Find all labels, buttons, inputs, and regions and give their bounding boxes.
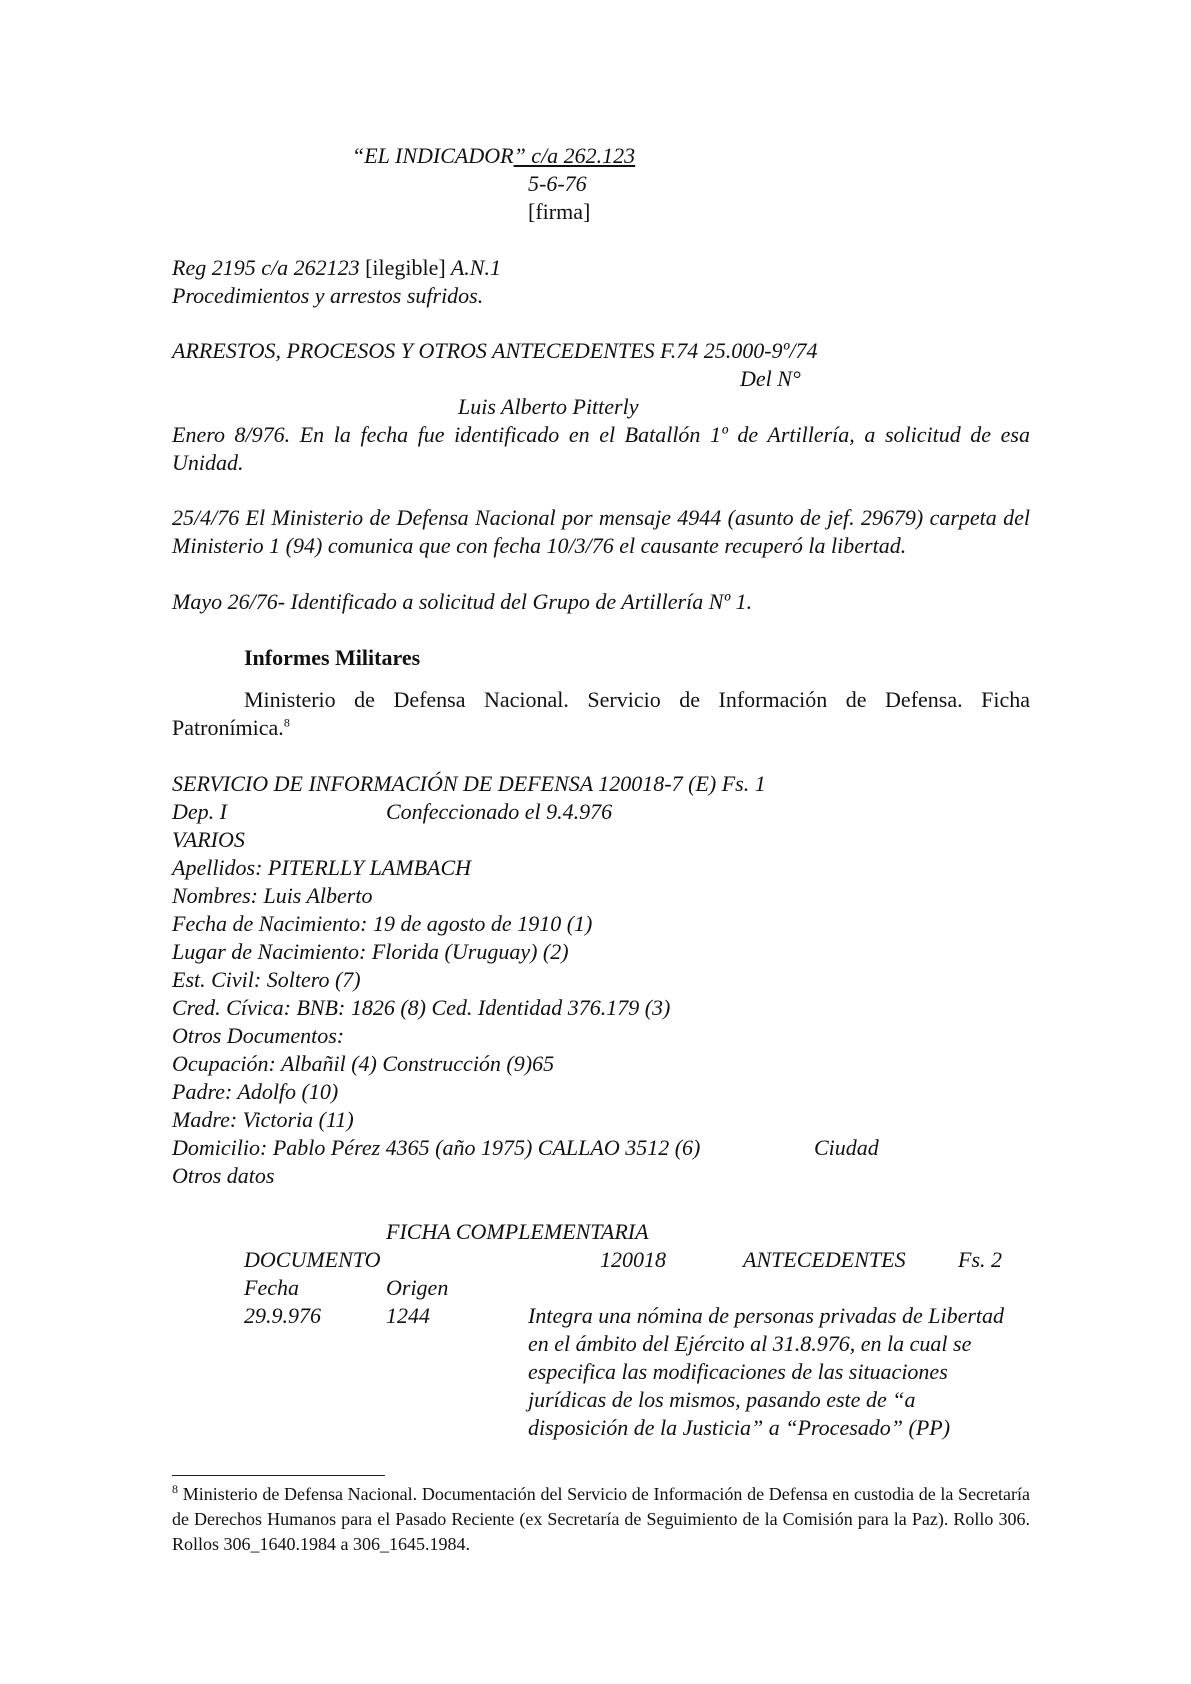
header-title-part2: ” c/a 262.123 xyxy=(513,143,636,168)
ficha-row-fecha: 29.9.976 xyxy=(244,1303,321,1328)
ficha-antecedentes: ANTECEDENTES xyxy=(743,1247,906,1272)
ficha-fs: Fs. 2 xyxy=(958,1247,1002,1272)
ficha-documento: DOCUMENTO xyxy=(244,1247,381,1272)
informes-text xyxy=(172,686,1030,742)
footnote-text: Ministerio de Defensa Nacional. Documentación del Servicio de Información de Defensa en custodia de la Secretaría de Derechos Humanos para el Pasado Reciente (ex Secretaría de Seguimiento de la Comisión para la Paz). Rollo 306. Rollos 306_1640.1984 a 306_1645.1984. xyxy=(172,1484,1031,1554)
ficha-row-origen: 1244 xyxy=(386,1303,430,1328)
sid-ocupacion: Ocupación: Albañil (4) Construcción (9)65 xyxy=(172,1051,555,1076)
sid-domicilio: Domicilio: Pablo Pérez 4365 (año 1975) CALLAO 3512 (6) xyxy=(172,1135,701,1160)
reg-suffix: A.N.1 xyxy=(445,255,501,280)
sid-nombres: Nombres: Luis Alberto xyxy=(172,883,373,908)
arrestos-del: Del N° xyxy=(740,366,801,391)
sid-cred: Cred. Cívica: BNB: 1826 (8) Ced. Identidad 376.179 (3) xyxy=(172,995,671,1020)
reg-illegible: [ilegible] xyxy=(365,255,446,280)
reg-line xyxy=(172,254,501,282)
reg-line2: Procedimientos y arrestos sufridos. xyxy=(172,283,484,308)
header-title-part1: “EL INDICADOR xyxy=(352,143,514,168)
ficha-row-text: Integra una nómina de personas privadas de Libertad en el ámbito del Ejército al 31.8.976, en la cual se especifica las modificaciones de las situaciones jurídicas de los mismos, pasando este de “a disposición de la Justicia” a “Procesado” (PP) xyxy=(528,1303,1005,1440)
sid-line1: SERVICIO DE INFORMACIÓN DE DEFENSA 120018-7 (E) Fs. 1 xyxy=(172,771,766,796)
sid-lugar-nac: Lugar de Nacimiento: Florida (Uruguay) (2) xyxy=(172,939,569,964)
footnote-ref: 8 xyxy=(283,715,290,730)
ficha-col-fecha: Fecha xyxy=(244,1275,299,1300)
header-date: 5-6-76 xyxy=(528,171,587,196)
sid-dep: Dep. I xyxy=(172,799,227,824)
sid-otros-docs: Otros Documentos: xyxy=(172,1023,345,1048)
informes-heading: Informes Militares xyxy=(244,645,421,670)
sid-est-civil: Est. Civil: Soltero (7) xyxy=(172,967,361,992)
sid-madre: Madre: Victoria (11) xyxy=(172,1107,354,1132)
sid-apellidos: Apellidos: PITERLLY LAMBACH xyxy=(172,855,472,880)
arrestos-entry1: Enero 8/976. En la fecha fue identificado en el Batallón 1º de Artillería, a solicitud de esa Unidad. xyxy=(172,422,1030,475)
arrestos-name: Luis Alberto Pitterly xyxy=(458,394,639,419)
sid-ciudad: Ciudad xyxy=(814,1135,879,1160)
sid-padre: Padre: Adolfo (10) xyxy=(172,1079,339,1104)
header-title xyxy=(352,142,635,170)
reg-prefix: Reg 2195 c/a 262123 xyxy=(172,255,366,280)
ficha-title: FICHA COMPLEMENTARIA xyxy=(386,1219,649,1244)
arrestos-heading: ARRESTOS, PROCESOS Y OTROS ANTECEDENTES F.74 25.000-9º/74 xyxy=(172,338,818,363)
arrestos-entry2: 25/4/76 El Ministerio de Defensa Nacional por mensaje 4944 (asunto de jef. 29679) carpeta del Ministerio 1 (94) comunica que con fecha 10/3/76 el causante recuperó la libertad. xyxy=(172,505,1030,558)
sid-varios: VARIOS xyxy=(172,827,245,852)
sid-fecha-nac: Fecha de Nacimiento: 19 de agosto de 1910 (1) xyxy=(172,911,593,936)
sid-otros-datos: Otros datos xyxy=(172,1163,275,1188)
footnote-divider xyxy=(172,1475,385,1476)
ficha-col-origen: Origen xyxy=(386,1275,449,1300)
footnote-number: 8 xyxy=(172,1482,178,1496)
informes-text-body: Ministerio de Defensa Nacional. Servicio de Información de Defensa. Ficha Patronímica. xyxy=(172,687,1030,740)
ficha-numero: 120018 xyxy=(600,1247,666,1272)
arrestos-entry3: Mayo 26/76- Identificado a solicitud del Grupo de Artillería Nº 1. xyxy=(172,589,753,614)
header-signature: [firma] xyxy=(528,199,591,224)
footnote xyxy=(172,1482,1030,1557)
sid-confeccionado: Confeccionado el 9.4.976 xyxy=(386,799,613,824)
